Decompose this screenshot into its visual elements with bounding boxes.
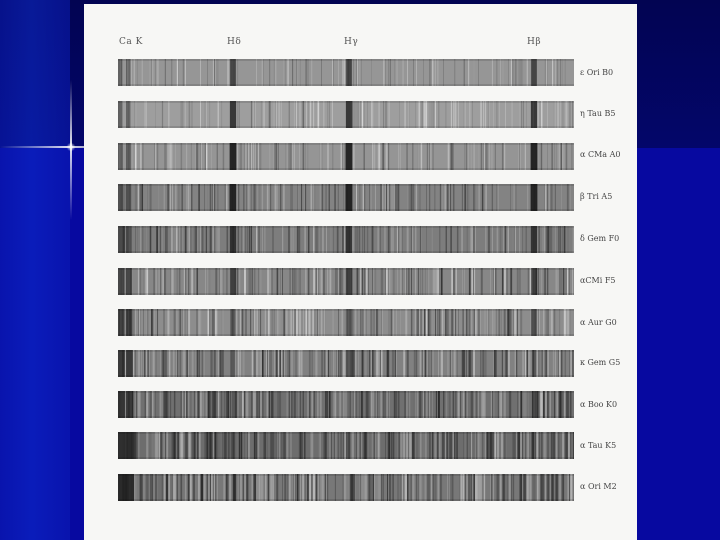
spectrum-label-10: α Tau K5 (580, 441, 617, 450)
spectrum-strip-1 (118, 59, 574, 86)
side-band (0, 0, 70, 540)
spectrum-strip-6 (118, 268, 574, 295)
spectrum-strip-9 (118, 391, 574, 418)
spectrum-label-2: η Tau B5 (580, 109, 616, 118)
spectrum-label-8: κ Gem G5 (580, 358, 621, 367)
sparkle-icon (66, 143, 76, 151)
spectrum-strip-8 (118, 350, 574, 377)
spectrum-label-6: αCMi F5 (580, 276, 616, 285)
spectrum-strip-3 (118, 143, 574, 170)
spectrum-strip-7 (118, 309, 574, 336)
spectrum-strip-5 (118, 226, 574, 253)
spectrum-strip-11 (118, 474, 574, 501)
spectrum-strip-2 (118, 101, 574, 128)
spectrum-label-5: δ Gem F0 (580, 234, 620, 243)
spectrum-label-7: α Aur G0 (580, 318, 617, 327)
spectrum-label-11: α Ori M2 (580, 482, 617, 491)
spectrum-label-3: α CMa A0 (580, 150, 621, 159)
spectrum-label-1: ε Ori B0 (580, 68, 614, 77)
line-label-h-beta: Hβ (527, 37, 542, 47)
line-label-ca-k: Ca K (119, 37, 143, 47)
spectrum-strip-4 (118, 184, 574, 211)
line-label-h-gamma: Hγ (344, 37, 359, 47)
spectrum-label-9: α Boo K0 (580, 400, 618, 409)
spectrum-strip-10 (118, 432, 574, 459)
line-label-h-delta: Hδ (227, 37, 242, 47)
spectrum-label-4: β Tri A5 (580, 192, 613, 201)
